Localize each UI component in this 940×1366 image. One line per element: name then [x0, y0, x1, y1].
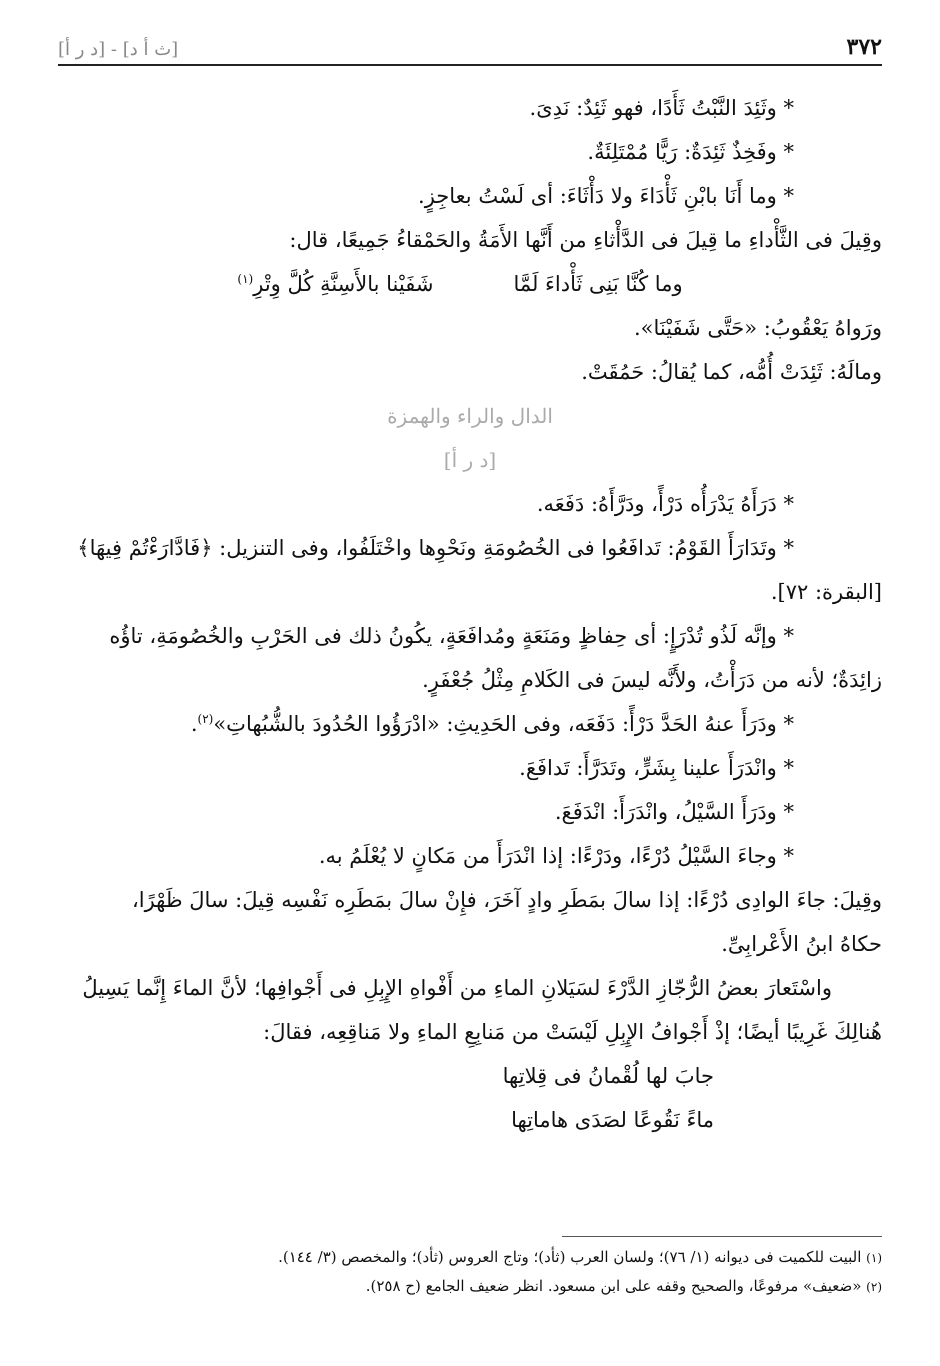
body-text [58, 86, 882, 1142]
text-line: * ودَرَأَ عنهُ الحَدَّ دَرْأً: دَفَعَه، وفى الحَدِيثِ: «ادْرَؤُوا الحُدُودَ بالشُّبُهاتِ»$^{(٢)}$. [190, 712, 794, 736]
verse-hemistich-second: شَفَيْنا بالأَسِنَّةِ كُلَّ وِتْرِ$^{(١)}$ [237, 272, 434, 296]
root-title: [د ر أ] [443, 448, 497, 472]
footnote-ref: (٢) [197, 712, 214, 726]
page-number: ٣٧٢ [846, 34, 882, 60]
text-line: * وتَدَارَأَ القَوْمُ: تَدافَعُوا فى الخُصُومَةِ ونَحْوِها واخْتَلَفُوا، وفى التنزيل: ﴿فَادَّارَءْتُمْ فِيهَا﴾ [77, 536, 794, 560]
text-line: * وإنَّه لَذُو تُدْرَإٍ: أى حِفاظٍ ومَنَعَةٍ ومُدافَعَةٍ، يكُونُ ذلك فى الحَرْبِ والخُصُومَةِ، تاؤُه [109, 624, 794, 648]
footnote-divider [562, 1236, 882, 1237]
text-line: * ودَرَأَ السَّيْلُ، وانْدَرَأَ: انْدَفَعَ. [554, 800, 794, 824]
footnote-number: (٢) [866, 1280, 882, 1294]
verse-line: ماءً نَقُوعًا لصَدَى هاماتِها [511, 1108, 714, 1132]
footnote-ref: (١) [237, 272, 254, 286]
page-header [58, 26, 882, 66]
text-line: * وثَئِدَ النَّبْتُ ثَأَدًا، فهو ثَئِدٌ: نَدِىَ. [529, 96, 794, 120]
text-line: وقِيلَ: جاءَ الوادِى دُرْءًا: إذا سالَ بمَطَرِ وادٍ آخَرَ، فإِنْ سالَ بمَطَرِه نَفْسِه قِيلَ: سالَ ظَهْرًا، [131, 888, 882, 912]
text-line: حكاهُ ابنُ الأَعْرابِىِّ. [721, 932, 882, 956]
text-line: واسْتَعارَ بعضُ الرُّجّازِ الدَّرْءَ لسَيَلانِ الماءِ من أَفْواهِ الإِبِلِ فى أَجْوافِها؛ لأنَّ الماءَ إِنَّما يَسِيلُ [82, 976, 832, 1000]
text-line: زائِدَةٌ؛ لأنه من دَرَأْتُ، ولأَنَّه ليسَ فى الكَلامِ مِثْلُ جُعْفَرٍ. [422, 668, 882, 692]
text-line: [البقرة: ٧٢]. [770, 580, 882, 604]
text-line: * دَرَأَهُ يَدْرَأُه دَرْأً، ودَرَّأَهُ: دَفَعَه. [536, 492, 794, 516]
footnote-1: (١) البيت للكميت فى ديوانه (١/ ٧٦)؛ ولسان العرب (ثأد)؛ وتاج العروس (ثأد)؛ والمخصص (٣/ ١٤٤). [278, 1248, 882, 1266]
footnotes [58, 1236, 882, 1301]
verse-line [58, 262, 882, 306]
verse-hemistich-first: وما كُنَّا بَنِى ثَأْداءَ لَمَّا [513, 272, 683, 296]
text-line: * وانْدَرَأَ علينا بِشَرٍّ، وتَدَرَّأَ: تَدافَعَ. [519, 756, 794, 780]
footnote-number: (١) [866, 1251, 882, 1265]
text-line: * وجاءَ السَّيْلُ دُرْءًا، ودَرْءًا: إذا انْدَرَأَ من مَكانٍ لا يُعْلَمُ به. [318, 844, 794, 868]
text-line: وقِيلَ فى الثَّأْداءِ ما قِيلَ فى الدَّأْثاءِ من أَنَّها الأَمَةُ والحَمْقاءُ جَمِيعًا، قال: [289, 228, 882, 252]
text-line: * وفَخِذٌ ثَئِدَةٌ: رَيًّا مُمْتَلِئَةٌ. [587, 140, 794, 164]
footnote-2: (٢) «ضعيف» مرفوعًا، والصحيح وقفه على ابن مسعود. انظر ضعيف الجامع (ح ٢٥٨). [365, 1277, 882, 1295]
text-line: هُنالِكَ غَرِيبًا أيضًا؛ إذْ أَجْوافُ الإِبِلِ لَيْسَتْ من مَنابِعِ الماءِ ولا مَناقِعِه، فقالَ: [263, 1020, 882, 1044]
text-line: * وما أَنَا بابْنِ ثَأْدَاءَ ولا دَأْثَاءَ: أى لَسْتُ بعاجِزٍ. [418, 184, 794, 208]
verse-line: جابَ لها لُقْمانُ فى قِلاتِها [502, 1064, 714, 1088]
text-line: ورَواهُ يَعْقُوبُ: «حَتَّى شَفَيْنَا». [633, 316, 882, 340]
text-line: ومالَهُ: ثَئِدَتْ أُمُّه، كما يُقالُ: حَمُقَتْ. [581, 360, 882, 384]
section-title: الدال والراء والهمزة [387, 404, 553, 428]
running-head: [ث أ د] - [د ر أ] [58, 39, 179, 60]
